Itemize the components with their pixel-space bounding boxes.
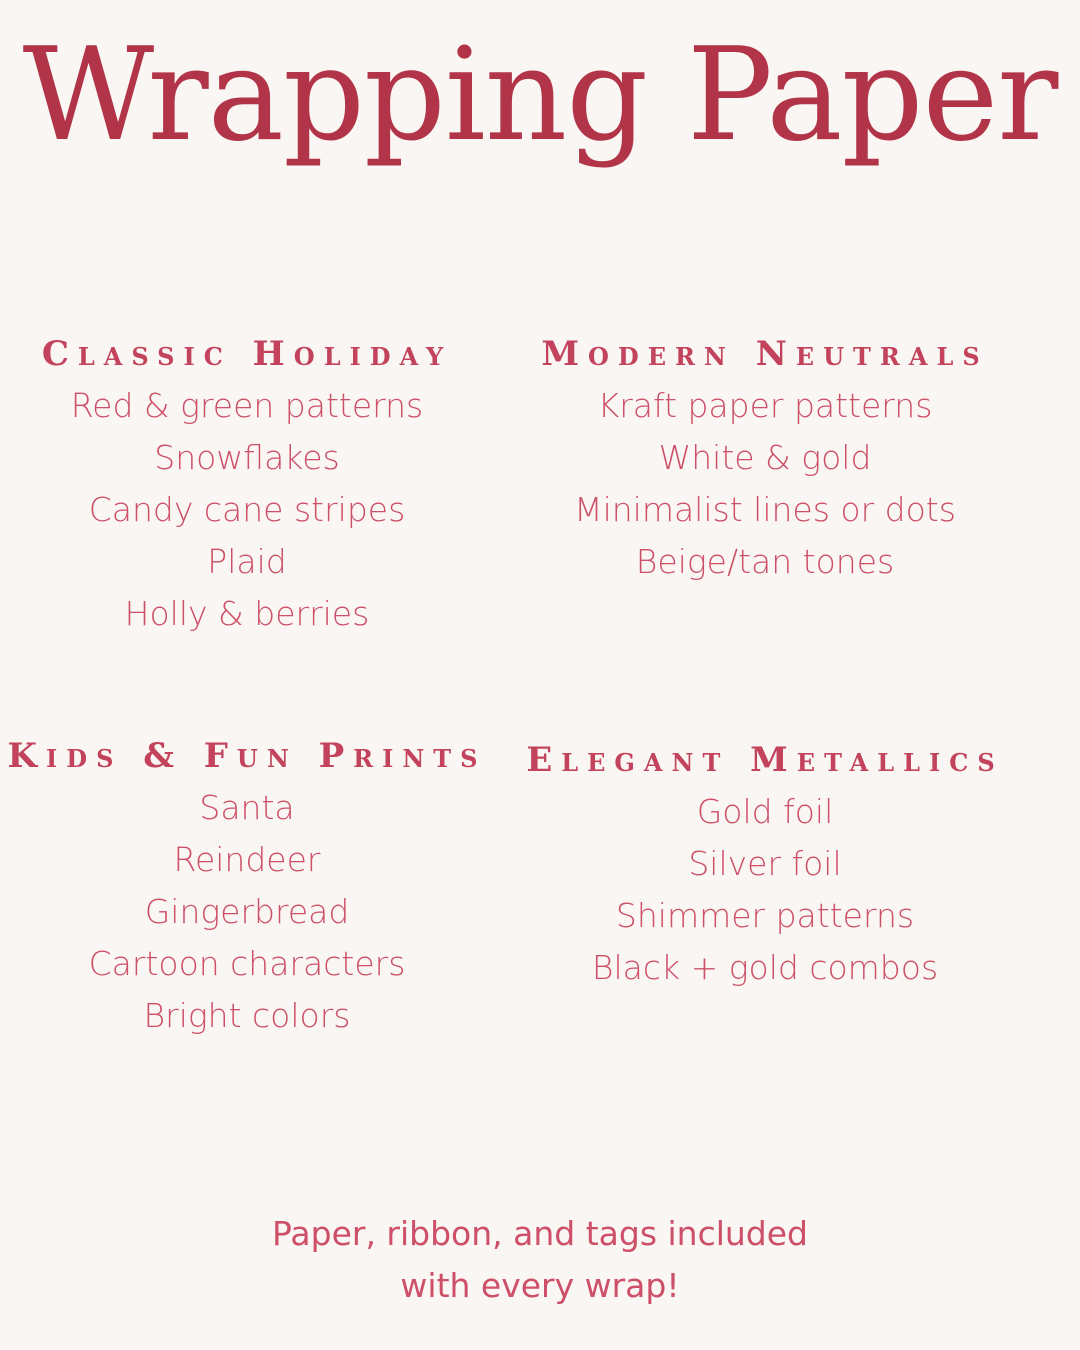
- list-item: Snowflakes: [154, 438, 340, 477]
- section-heading: Elegant Metallics: [526, 740, 1004, 780]
- list-item: Beige/tan tones: [635, 542, 895, 581]
- list-item: Cartoon characters: [88, 944, 406, 983]
- section-heading: Classic Holiday: [41, 334, 453, 374]
- section-heading: Modern Neutrals: [541, 334, 989, 374]
- section-elegant-metallics: [515, 736, 1015, 994]
- list-item: Holly & berries: [124, 594, 370, 633]
- list-item: Black + gold combos: [591, 948, 939, 987]
- footer-line: with every wrap!: [400, 1266, 680, 1305]
- list-item: Gold foil: [696, 792, 834, 831]
- list-item: Silver foil: [688, 844, 842, 883]
- list-item: White & gold: [658, 438, 872, 477]
- list-item: Red & green patterns: [70, 386, 424, 425]
- list-item: Shimmer patterns: [615, 896, 915, 935]
- list-item: Kraft paper patterns: [597, 386, 933, 425]
- section-heading: Kids & Fun Prints: [7, 736, 487, 776]
- section-kids-fun-prints: [0, 732, 497, 1042]
- page-title: Wrapping Paper: [22, 21, 1058, 170]
- section-modern-neutrals: [515, 330, 1015, 588]
- list-item: Plaid: [207, 542, 287, 581]
- list-item: Bright colors: [143, 996, 351, 1035]
- section-classic-holiday: [0, 330, 497, 640]
- list-item: Minimalist lines or dots: [574, 490, 956, 529]
- list-item: Reindeer: [173, 840, 321, 879]
- list-item: Gingerbread: [144, 892, 350, 931]
- list-item: Santa: [199, 788, 295, 827]
- footer-line: Paper, ribbon, and tags included: [271, 1214, 809, 1253]
- footer-note: [0, 1208, 1080, 1312]
- list-item: Candy cane stripes: [88, 490, 406, 529]
